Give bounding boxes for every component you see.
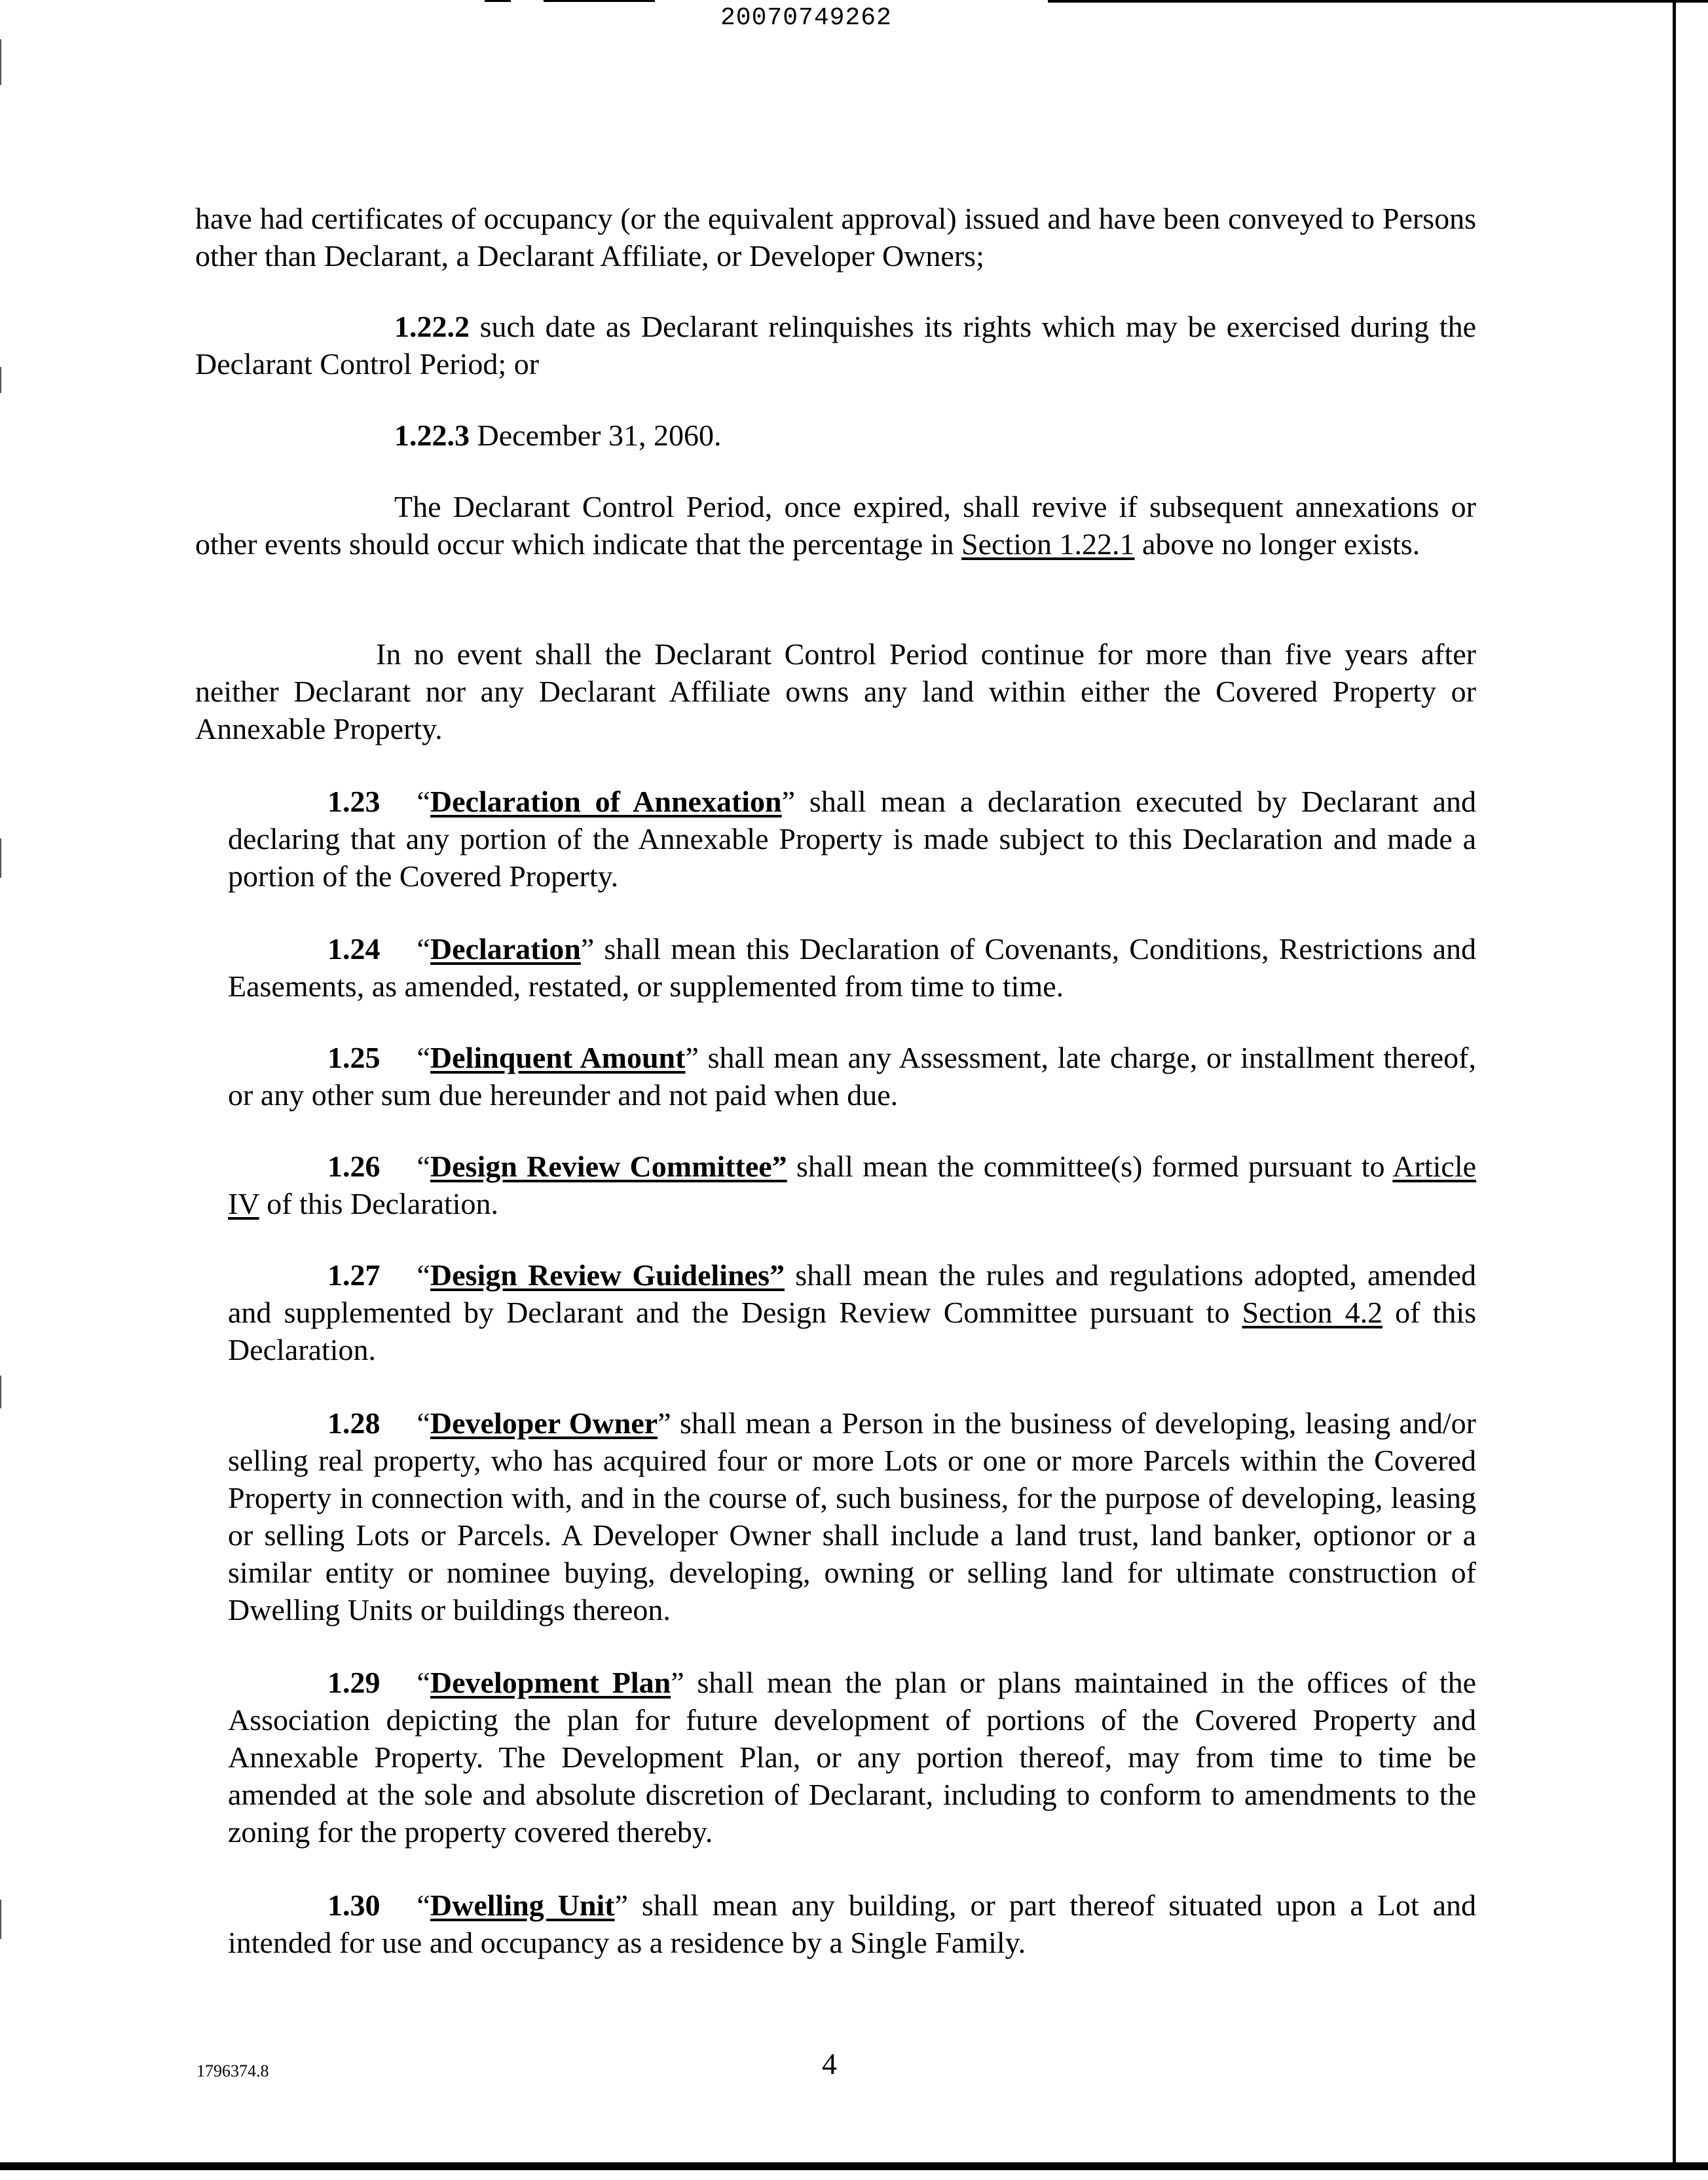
subsection-1-22-2 (195, 308, 1476, 383)
section-text: of this Declaration. (259, 1187, 499, 1220)
paragraph-continuation: have had certificates of occupancy (or the equivalent approval) issued and have been conveyed to Persons other than Declarant, a Declarant Affiliate, or Developer Owners; (195, 202, 1476, 272)
scan-mark (0, 39, 1, 85)
section-text: shall mean the rules and regulations adopted, amended and supplemented by Declarant and the Design Review Committee pursuant to (228, 1258, 1476, 1329)
section-number: 1.24 (327, 932, 381, 966)
defined-term: Development Plan (430, 1666, 671, 1699)
paragraph-text: The Declarant Control Period, once expired, shall revive if subsequent annexations or other events should occur which indicate that the percentage in (195, 490, 1476, 561)
section-number: 1.25 (327, 1041, 381, 1074)
section-text: of this Declaration. (228, 1296, 1476, 1366)
scan-border-bottom (0, 2162, 1708, 2170)
recording-number: 20070749262 (720, 4, 892, 32)
defined-term: Declaration of Annexation (430, 785, 782, 818)
scan-mark (0, 838, 1, 878)
cross-reference-link[interactable]: Article IV (228, 1150, 1477, 1220)
section-1-24: 1.24 “Declaration” shall mean this Declaration of Covenants, Conditions, Restrictions and Easements, as amended, restated, or supplemented from time to time. (228, 932, 1476, 1003)
section-1-26: 1.26 “Design Review Committee” shall mean the committee(s) formed pursuant to Article IV of this Declaration. (228, 1150, 1477, 1220)
defined-term: Delinquent Amount (430, 1041, 686, 1074)
scan-mark (485, 0, 511, 2)
document-id: 1796374.8 (196, 2061, 269, 2080)
section-number: 1.22.3 (394, 419, 470, 452)
scan-mark (0, 1376, 1, 1408)
section-1-29: 1.29 “Development Plan” shall mean the plan or plans maintained in the offices of the Association depicting the plan for future development of portions of the Covered Property and Annexable Property. The Development Plan, or any portion thereof, may from time to time be amended at the sole and absolute discretion of Declarant, including to conform to amendments to the zoning for the property covered thereby. (228, 1666, 1476, 1849)
section-1-30: 1.30 “Dwelling Unit” shall mean any building, or part thereof situated upon a Lot and intended for use and occupancy as a residence by a Single Family. (228, 1889, 1477, 1959)
paragraph-text: above no longer exists. (1134, 527, 1420, 561)
section-text: shall mean any Assessment, late charge, or installment thereof, or any other sum due hereunder and not paid when due. (228, 1041, 1477, 1112)
cross-reference-link[interactable]: Section 4.2 (1242, 1296, 1383, 1329)
defined-term: Dwelling Unit (430, 1889, 615, 1922)
scan-border-right (1673, 0, 1676, 2164)
subsection-1-22-3 (195, 417, 1476, 454)
section-1-25: 1.25 “Delinquent Amount” shall mean any Assessment, late charge, or installment thereof, or any other sum due hereunder and not paid when due. (228, 1041, 1477, 1112)
section-1-27: 1.27 “Design Review Guidelines” shall mean the rules and regulations adopted, amended and supplemented by Declarant and the Design Review Committee pursuant to Section 4.2 of this Declaration. (228, 1258, 1476, 1366)
section-number: 1.29 (327, 1666, 381, 1699)
scan-mark (544, 0, 655, 2)
scan-mark (0, 1900, 1, 1939)
section-number: 1.27 (327, 1258, 381, 1292)
section-number: 1.30 (327, 1889, 381, 1922)
section-text: such date as Declarant relinquishes its rights which may be exercised during the Declarant Control Period; or (195, 310, 1476, 381)
section-text: shall mean any building, or part thereof situated upon a Lot and intended for use and occupancy as a residence by a Single Family. (228, 1889, 1477, 1959)
section-1-23: 1.23 “Declaration of Annexation” shall mean a declaration executed by Declarant and declaring that any portion of the Annexable Property is made subject to this Declaration and made a portion of the Covered Property. (228, 785, 1476, 893)
defined-term: Design Review Committee” (430, 1150, 787, 1183)
section-text: shall mean the plan or plans maintained in the offices of the Association depicting the plan for future development of portions of the Covered Property and Annexable Property. The Development Plan, or any portion thereof, may from time to time be amended at the sole and absolute discretion of Declarant, including to conform to amendments to the zoning for the property covered thereby. (228, 1666, 1476, 1849)
page-number: 4 (822, 2047, 837, 2080)
section-text: December 31, 2060. (470, 419, 722, 452)
scan-border-top (1048, 0, 1708, 3)
cross-reference-link[interactable]: Section 1.22.1 (961, 527, 1135, 561)
section-text: shall mean a Person in the business of developing, leasing and/or selling real property, who has acquired four or more Lots or one or more Parcels within the Covered Property in connection with, and in the course of, such business, for the purpose of developing, leasing or selling Lots or Parcels. A Developer Owner shall include a land trust, land banker, optionor or a similar entity or nominee buying, developing, owning or selling land for ultimate construction of Dwelling Units or buildings thereon. (228, 1406, 1476, 1626)
defined-term: Developer Owner (430, 1406, 658, 1440)
section-number: 1.23 (327, 785, 381, 818)
paragraph-no-event: In no event shall the Declarant Control Period continue for more than five years after neither Declarant nor any Declarant Affiliate owns any land within either the Covered Property or Annexable Property. (195, 637, 1476, 745)
section-number: 1.26 (327, 1150, 381, 1183)
defined-term: Design Review Guidelines” (430, 1258, 785, 1292)
scan-mark (0, 367, 1, 393)
section-text: shall mean a declaration executed by Declarant and declaring that any portion of the Annexable Property is made subject to this Declaration and made a portion of the Covered Property. (228, 785, 1476, 893)
section-1-28: 1.28 “Developer Owner” shall mean a Person in the business of developing, leasing and/or selling real property, who has acquired four or more Lots or one or more Parcels within the Covered Property in connection with, and in the course of, such business, for the purpose of developing, leasing or selling Lots or Parcels. A Developer Owner shall include a land trust, land banker, optionor or a similar entity or nominee buying, developing, owning or selling land for ultimate construction of Dwelling Units or buildings thereon. (228, 1406, 1476, 1626)
section-number: 1.28 (327, 1406, 381, 1440)
section-text: shall mean this Declaration of Covenants, Conditions, Restrictions and Easements, as amended, restated, or supplemented from time to time. (228, 932, 1476, 1003)
section-text: shall mean the committee(s) formed pursuant to (787, 1150, 1393, 1183)
section-number: 1.22.2 (394, 310, 470, 343)
paragraph-revive (195, 488, 1476, 563)
defined-term: Declaration (430, 932, 581, 966)
